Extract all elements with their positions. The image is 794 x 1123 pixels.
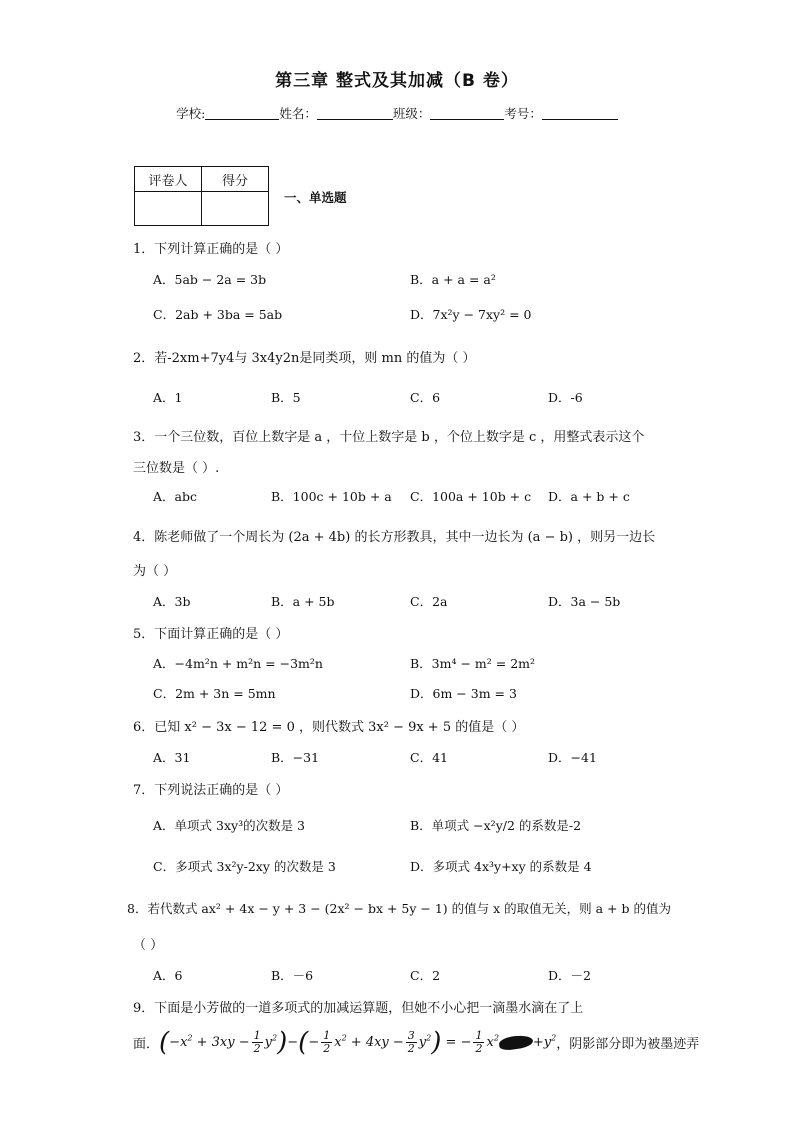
school-label: 学校: <box>176 106 206 121</box>
q4-stem-line2: 为（ ） <box>133 564 177 579</box>
q9-stem-line2 <box>133 1027 700 1058</box>
q3-option-d: D．a + b + c <box>548 489 630 504</box>
q5-option-c: C．2m + 3n = 5mn <box>153 686 276 701</box>
q4-option-a: A．3b <box>153 594 191 609</box>
q2-option-d: D．-6 <box>548 390 583 405</box>
name-label: 姓名： <box>279 106 317 121</box>
q8-option-b: B．－6 <box>271 968 314 983</box>
q9-prefix: 面． <box>133 1037 160 1052</box>
q8-stem-line1: 8．若代数式 ax² + 4x − y + 3 − (2x² − bx + 5y − 1) 的值与 x 的取值无关，则 a + b 的值为 <box>127 901 671 916</box>
section-heading: 一、单选题 <box>284 190 347 205</box>
q7-option-d: D．多项式 4x³y+xy 的系数是 4 <box>410 859 592 874</box>
grader-cell <box>135 192 202 226</box>
q3-option-a: A．abc <box>153 489 197 504</box>
q2-option-b: B．5 <box>271 390 301 405</box>
q1-option-b: B．a + a = a² <box>410 272 496 287</box>
q8-stem-line2: （ ） <box>133 938 164 953</box>
page-title: 第三章 整式及其加减（B 卷） <box>275 71 519 91</box>
q9-suffix: ，阴影部分即为被墨迹弄 <box>556 1037 700 1052</box>
q8-option-a: A．6 <box>153 968 183 983</box>
q1-option-c: C．2ab + 3ba = 5ab <box>153 307 283 322</box>
q4-option-b: B．a + 5b <box>271 594 335 609</box>
exam-number-label: 考号： <box>504 106 542 121</box>
class-label: 班级： <box>392 106 431 121</box>
q5-option-d: D．6m − 3m = 3 <box>410 686 517 701</box>
q3-stem-line2: 三位数是（ ）. <box>133 461 220 476</box>
q7-option-b: B．单项式 −x²y/2 的系数是-2 <box>410 818 582 833</box>
q1-option-a: A．5ab − 2a = 3b <box>153 272 267 287</box>
q7-option-c: C．多项式 3x²y-2xy 的次数是 3 <box>153 859 336 874</box>
student-info-line <box>0 104 794 122</box>
q7-option-a: A．单项式 3xy³的次数是 3 <box>153 818 306 833</box>
q3-stem-line1: 3．一个三位数，百位上数字是 a ，十位上数字是 b ，个位上数字是 c ，用整式表示这个 <box>133 430 645 445</box>
q6-option-b: B．−31 <box>271 750 320 765</box>
q2-stem: 2．若-2xm+7y4与 3x4y2n是同类项，则 mn 的值为（ ） <box>133 351 476 366</box>
q3-option-c: C．100a + 10b + c <box>410 489 532 504</box>
q6-option-c: C．41 <box>410 750 448 765</box>
q5-stem: 5．下面计算正确的是（ ） <box>133 627 289 642</box>
ink-blot <box>498 1034 533 1052</box>
score-table <box>134 166 269 226</box>
score-cell <box>202 192 269 226</box>
q4-option-c: C．2a <box>410 594 448 609</box>
q6-stem: 6．已知 x² − 3x − 12 = 0 ，则代数式 3x² − 9x + 5 的值是（ ） <box>133 720 525 735</box>
q3-option-b: B．100c + 10b + a <box>271 489 392 504</box>
grader-header: 评卷人 <box>135 167 202 192</box>
q1-option-d: D．7x²y − 7xy² = 0 <box>410 307 532 322</box>
q5-option-a: A．−4m²n + m²n = −3m²n <box>153 656 323 671</box>
q9-stem-line1: 9．下面是小芳做的一道多项式的加减运算题，但她不小心把一滴墨水滴在了上 <box>133 1001 584 1016</box>
school-blank[interactable] <box>205 107 279 120</box>
q8-option-c: C．2 <box>410 968 441 983</box>
q7-stem: 7．下列说法正确的是（ ） <box>133 783 289 798</box>
q8-option-d: D．－2 <box>548 968 591 983</box>
q2-option-a: A．1 <box>153 390 183 405</box>
q4-stem-line1: 4．陈老师做了一个周长为 (2a + 4b) 的长方形教具，其中一边长为 (a − b) ，则另一边长 <box>133 530 656 545</box>
q9-expression: ($-x^2 + 3xy$ − $\frac{1}{2}$ $y^2)-(-$ $\frac{1}{2}$ $x^2 + 4xy$ − $\frac{3}{2}$ $y^2$) = − $\frac{1}{2}$ $x^2$ <box>159 1027 499 1058</box>
q4-option-d: D．3a − 5b <box>548 594 621 609</box>
q5-option-b: B．3m⁴ − m² = 2m² <box>410 656 536 671</box>
name-blank[interactable] <box>317 107 393 120</box>
score-header: 得分 <box>202 167 269 192</box>
q2-option-c: C．6 <box>410 390 441 405</box>
q1-stem: 1．下列计算正确的是（ ） <box>133 242 289 257</box>
class-blank[interactable] <box>430 107 504 120</box>
exam-number-blank[interactable] <box>542 107 618 120</box>
q6-option-d: D．−41 <box>548 750 597 765</box>
q6-option-a: A．31 <box>153 750 191 765</box>
q9-expression-tail: $+y^2$ <box>532 1033 557 1050</box>
